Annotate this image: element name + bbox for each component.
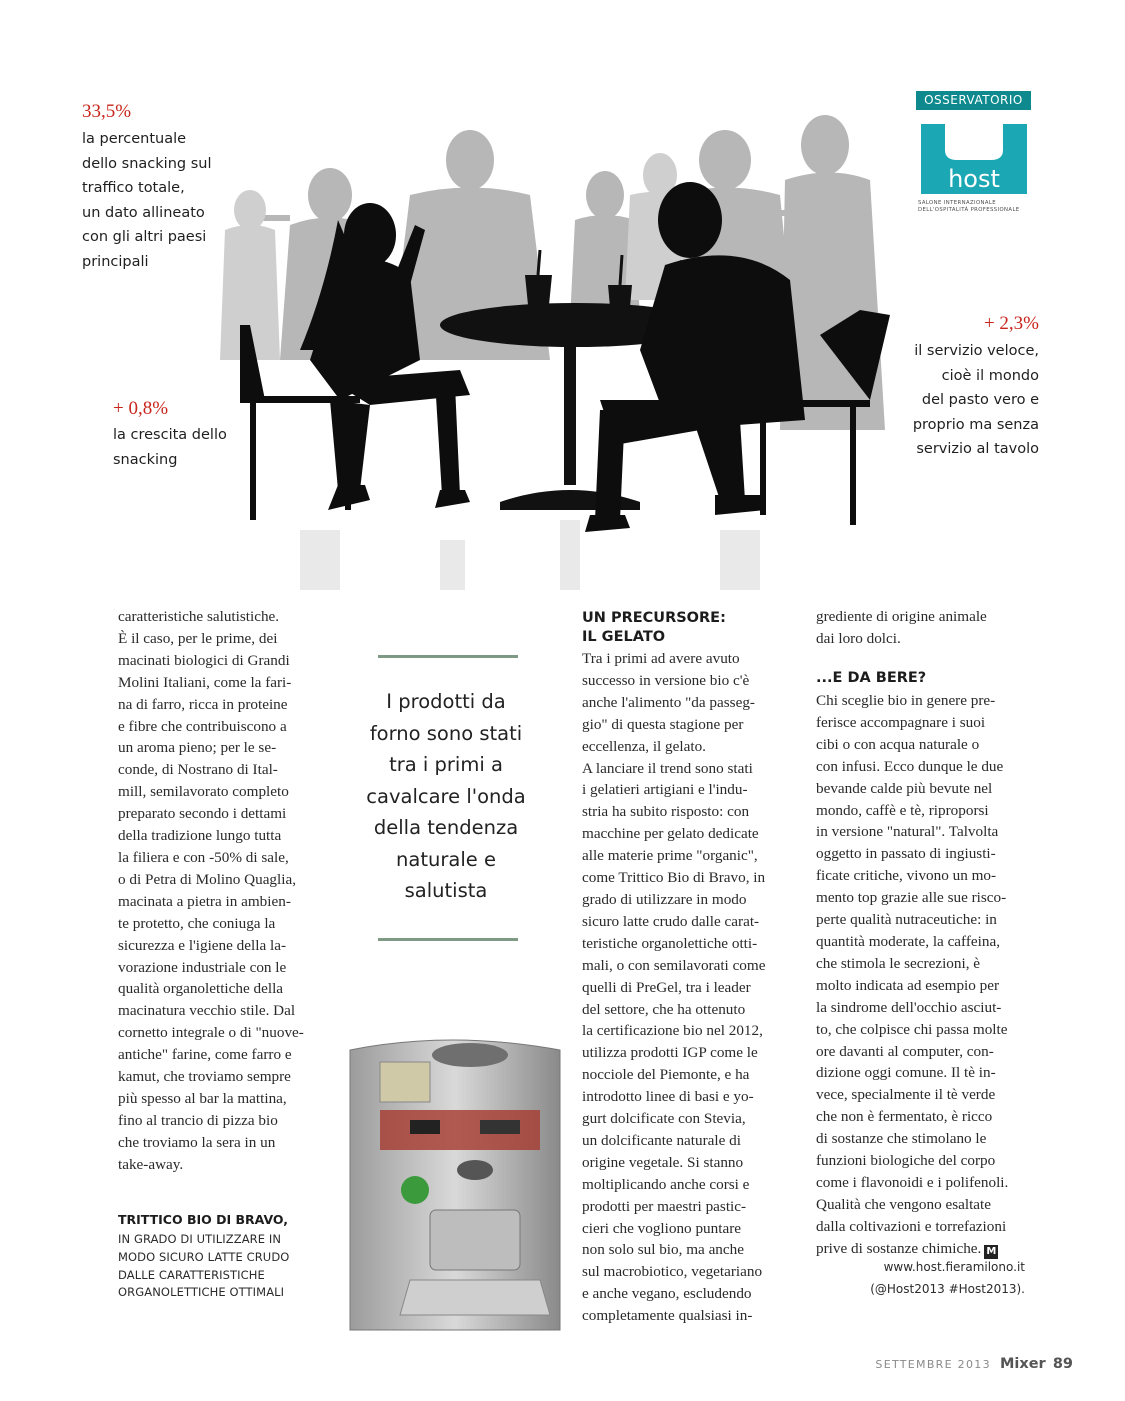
- column-4-body: Chi sceglie bio in genere pre- ferisce accompagnare i suoi cibi o con acqua naturale o con infusi. Ecco dunque le due bevande calde più bevute nel mondo, caffè e tè, riproporsi in versione "natural". Talvolta oggetto in passato di ingiusti- ficate critiche, vivono un mo- mento top grazie alle sue risco- perte qualità nutraceutiche: in quantità moderate, la caffeina, che stimola le secrezioni, è molto indicata ad esempio per la sindrome dell'occhio asciut- to, che colpisce chi passa molte ore davanti al computer, con- dizione oggi comune. Il tè in- vece, specialmente il tè verde che non è fermentato, è ricco di sostanze che stimolano le funzioni biologiche del corpo come i flavonoidi e i polifenoli. Qualità che vengono esaltate dalla coltivazioni e torrefazioni prive di sostanze chimiche.: [816, 692, 1009, 1257]
- gelato-machine-image: [340, 1030, 568, 1340]
- heading-da-bere: ...E DA BERE?: [816, 670, 927, 686]
- floor-reflection: [300, 520, 760, 590]
- stat-text-snacking-growth: la crescita dello snacking: [113, 427, 227, 468]
- quote-rule-bottom: [378, 938, 518, 941]
- column-3-text: Tra i primi ad avere avuto successo in versione bio c'è anche l'alimento "da passeg- gio" di questa stagione per eccellenza, il gelato. A lanciare il trend sono stati i gelatieri artigiani e l'indu- stria ha subito risposto: con macchine per gelato dedicate alle materie prime "organic", come Trittico Bio di Bravo, in grado di utilizzare in modo sicuro latte crudo dalle carat- teristiche organolettiche otti- mali, o con semilavorati come quelli di PreGel, tra i leader del settore, che ha ottenuto la certificazione bio nel 2012, utilizza prodotti IGP come le nocciole del Piemonte, e ha introdotto linee di basi e yo- gurt dolcificate con Stevia, un dolcificante naturale di origine vegetale. Si stanno moltiplicando anche corsi e prodotti per maestri pastic- cieri che vogliono puntare non solo sul bio, ma anche sul macrobiotico, vegetariano e anche vegano, escludendo completamente qualsiasi in-: [582, 650, 766, 1325]
- stat-text-fast-service: il servizio veloce, cioè il mondo del pasto vero e proprio ma senza servizio al tavolo: [912, 343, 1039, 457]
- host-logo: [917, 120, 1031, 216]
- heading-gelato: UN PRECURSORE: IL GELATO: [582, 610, 726, 645]
- observatory-label: OSSERVATORIO: [916, 91, 1031, 110]
- caption-body: IN GRADO DI UTILIZZARE IN MODO SICURO LATTE CRUDO DALLE CARATTERISTICHE ORGANOLETTICHE OTTIMALI: [118, 1232, 290, 1300]
- cafe-silhouette-illustration: [220, 100, 920, 590]
- stat-value-snacking-growth: + 0,8%: [113, 398, 169, 419]
- stat-value-fast-service: + 2,3%: [983, 313, 1039, 334]
- pull-quote: I prodotti da forno sono stati tra i primi a cavalcare l'onda della tendenza naturale e salutista: [366, 690, 526, 902]
- host-logo-text: host: [948, 165, 1000, 193]
- host-logo-caption-2: DELL'OSPITALITÀ PROFESSIONALE: [918, 207, 1020, 213]
- column-4-text: [816, 690, 1028, 1260]
- page-footer: [875, 1353, 1073, 1372]
- column-4-text-top: grediente di origine animale dai loro dolci.: [816, 608, 987, 647]
- stat-text-snacking-share: la percentuale dello snacking sul traffico totale, un dato allineato con gli altri paesi principali: [82, 131, 212, 270]
- footer-month: SETTEMBRE 2013: [875, 1358, 991, 1371]
- caption-title: TRITTICO BIO DI BRAVO,: [118, 1212, 289, 1227]
- footer-page-number: 89: [1052, 1356, 1073, 1372]
- stat-value-snacking-share: 33,5%: [82, 101, 132, 122]
- website-reference: www.host.fieramilono.it (@Host2013 #Host2013).: [870, 1260, 1025, 1296]
- quote-rule-top: [378, 655, 518, 658]
- host-logo-caption-1: SALONE INTERNAZIONALE: [918, 200, 997, 206]
- column-1-text: caratteristiche salutistiche. È il caso, per le prime, dei macinati biologici di Grandi Molini Italiani, come la fari- na di farro, ricca in proteine e fibre che contribuiscono a un aroma pieno; per le se- conde, di Nostrano di Ital- mill, semilavorato completo preparato secondo i dettami della tradizione lungo tutta la filiera e con -50% di sale, o di Petra di Molino Quaglia, macinata a pietra in ambien- te protetto, che coniuga la sicurezza e l'igiene della la- vorazione industriale con le qualità organolettiche della macinatura vecchio stile. Dal cornetto integrale o di "nuove- antiche" farine, come farro e kamut, che troviamo sempre più spesso al bar la mattina, fino al trancio di pizza bio che troviamo la sera in un take-away.: [118, 608, 304, 1173]
- end-mark-icon: M: [984, 1245, 998, 1259]
- footer-magazine: Mixer: [999, 1356, 1046, 1372]
